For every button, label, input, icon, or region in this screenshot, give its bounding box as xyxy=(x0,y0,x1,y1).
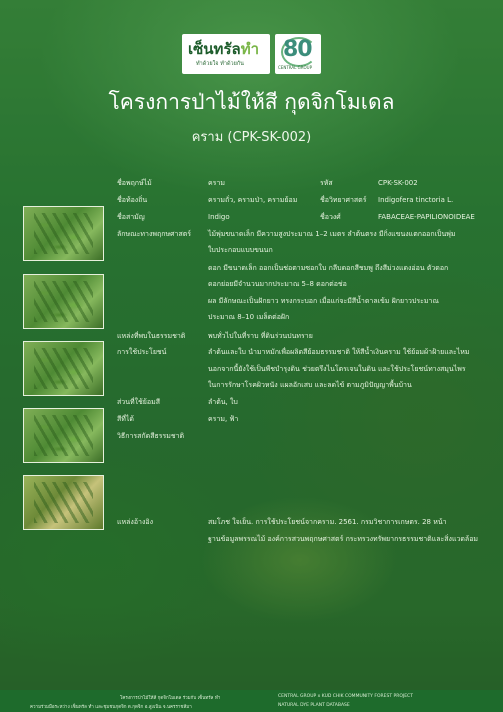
part-used-value: ลำต้น, ใบ xyxy=(208,398,238,406)
central-tham-logo xyxy=(182,34,270,74)
badge-text: CENTRAL GROUP xyxy=(278,65,312,70)
logo-tagline: ทำด้วยใจ ทำด้วยกัน xyxy=(196,61,244,67)
plant-photo-flower xyxy=(23,408,104,463)
plant-photo-pods xyxy=(23,475,104,530)
scientific-name-value: Indigofera tinctoria L. xyxy=(378,196,454,204)
plant-photo-stem xyxy=(23,341,104,396)
usage-line: ลำต้นและใบ นำมาหมักเพื่อผลิตสีย้อมธรรมชาติ ให้สีน้ำเงินคราม ใช้ย้อมผ้าฝ้ายและไหม xyxy=(208,348,470,356)
local-name-label: ชื่อพฤกษ์ไม้ xyxy=(117,179,152,187)
code-label: รหัส xyxy=(320,179,333,187)
logo-accent-text: ทำ xyxy=(240,40,260,58)
footer-right-line1: CENTRAL GROUP x KUD CHIK COMMUNITY FOREST PROJECT xyxy=(278,694,413,699)
usage-line: นอกจากนี้ยังใช้เป็นพืชบำรุงดิน ช่วยตรึงไนโตรเจนในดิน และใช้ประโยชน์ทางสมุนไพร xyxy=(208,365,466,373)
common-name-label: ชื่อสามัญ xyxy=(117,213,145,221)
part-used-label: ส่วนที่ใช้ย้อมสี xyxy=(117,398,160,406)
badge-number: 80 xyxy=(283,37,312,62)
botany-line: ผล มีลักษณะเป็นฝักยาว ทรงกระบอก เมื่อแก่จะมีสีน้ำตาลเข้ม ฝักยาวประมาณ xyxy=(208,297,439,305)
other-names-value: ครามถั่ว, ครามป่า, ครามย้อม xyxy=(208,196,298,204)
habitat-label: แหล่งที่พบในธรรมชาติ xyxy=(117,332,186,340)
footer-right-line2: NATURAL DYE PLANT DATABASE xyxy=(278,703,350,708)
other-names-label: ชื่อท้องถิ่น xyxy=(117,196,148,204)
family-label: ชื่อวงศ์ xyxy=(320,213,341,221)
footer-bar xyxy=(0,690,503,712)
scientific-name-label: ชื่อวิทยาศาสตร์ xyxy=(320,196,367,204)
botany-line: ดอก มีขนาดเล็ก ออกเป็นช่อตามซอกใบ กลีบดอกสีชมพู ถึงสีม่วงแดงอ่อน ตัวดอก xyxy=(208,264,449,272)
logo-main-text: เซ็นทรัล xyxy=(188,40,241,58)
family-value: FABACEAE-PAPILIONOIDEAE xyxy=(378,213,475,221)
plant-photo-leaves xyxy=(23,206,104,261)
habitat-value: พบทั่วไปในที่ราบ ที่ดินร่วนปนทราย xyxy=(208,332,313,340)
botany-line: ไม้พุ่มขนาดเล็ก มีความสูงประมาณ 1–2 เมตร ลำต้นตรง มีกิ่งแขนงแตกออกเป็นพุ่ม xyxy=(208,230,456,238)
reference-line: สมโภช ใจเย็น. การใช้ประโยชน์จากคราม. 2561. กรมวิชาการเกษตร. 28 หน้า xyxy=(208,518,447,526)
page-subtitle: คราม (CPK-SK-002) xyxy=(191,130,312,145)
anniversary-badge xyxy=(275,34,321,74)
extraction-method-label: วิธีการสกัดสีธรรมชาติ xyxy=(117,432,185,440)
usage-line: ในการรักษาโรคผิวหนัง แผลอักเสบ และลดไข้ ตามภูมิปัญญาพื้นบ้าน xyxy=(208,381,412,389)
reference-line: ฐานข้อมูลพรรณไม้ องค์การสวนพฤกษศาสตร์ กระทรวงทรัพยากรธรรมชาติและสิ่งแวดล้อม xyxy=(208,535,479,543)
color-result-value: คราม, ฟ้า xyxy=(208,415,239,423)
page-title: โครงการป่าไม้ให้สี กุดจิกโมเดล xyxy=(108,90,395,114)
botany-line: ประมาณ 8–10 เมล็ดต่อฝัก xyxy=(208,313,290,321)
common-name-value: Indigo xyxy=(208,213,230,221)
botany-line: ดอกย่อยมีจำนวนมากประมาณ 5–8 ดอกต่อช่อ xyxy=(208,280,347,288)
color-result-label: สีที่ได้ xyxy=(117,415,134,423)
reference-label: แหล่งอ้างอิง xyxy=(117,518,154,526)
local-name-value: คราม xyxy=(208,179,225,187)
botany-line: ใบประกอบแบบขนนก xyxy=(208,246,273,254)
plant-photo-branch xyxy=(23,274,104,329)
botany-label: ลักษณะทางพฤกษศาสตร์ xyxy=(117,230,192,238)
code-value: CPK-SK-002 xyxy=(378,179,418,187)
usage-label: การใช้ประโยชน์ xyxy=(117,348,167,356)
footer-left-line2: ความร่วมมือระหว่าง เซ็นทรัล ทำ และชุมชนกุดจิก ต.กุดจิก อ.สูงเนิน จ.นครราชสีมา xyxy=(30,705,192,710)
footer-left-line1: โครงการป่าไม้ให้สี กุดจิกโมเดล ร่วมกับ เซ็นทรัล ทำ xyxy=(120,696,221,701)
